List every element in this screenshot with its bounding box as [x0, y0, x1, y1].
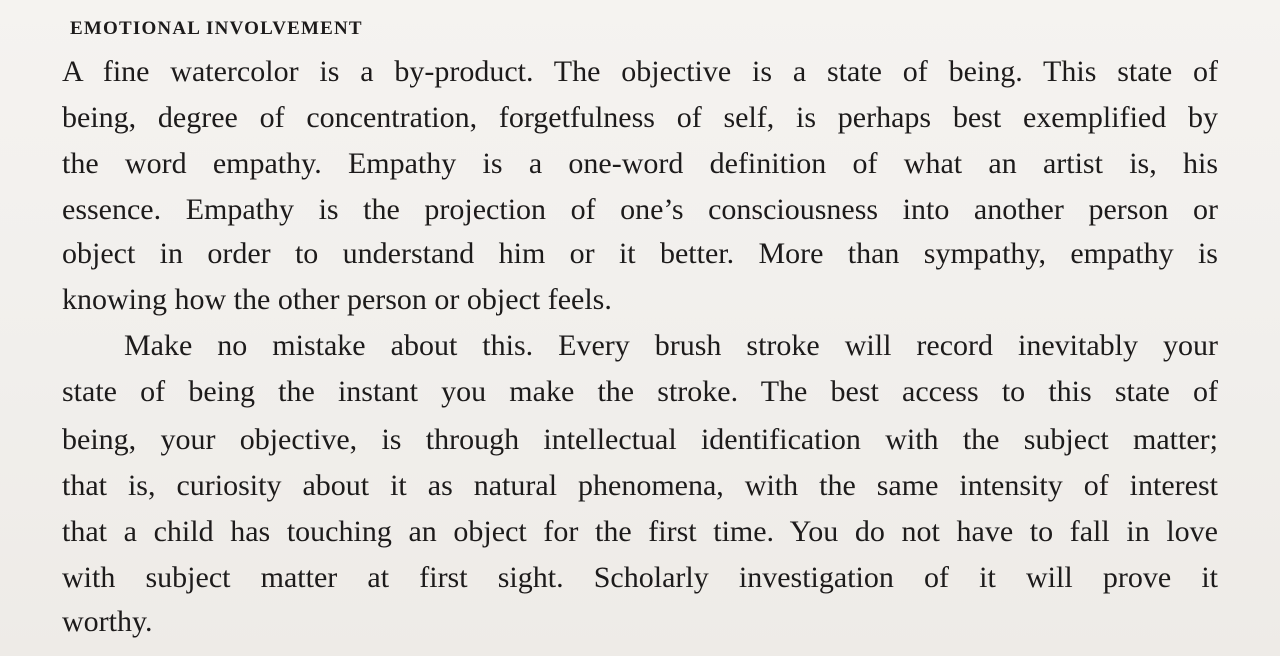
paragraph-2-line-5: that a child has touching an object for the first time. You do not have to fall in love	[62, 515, 1218, 548]
paragraph-1-line-2: being, degree of concentration, forgetfulness of self, is perhaps best exemplified by	[62, 101, 1218, 134]
paragraph-2-line-3: being, your objective, is through intellectual identification with the subject matter;	[62, 423, 1218, 456]
paragraph-1-line-5: object in order to understand him or it better. More than sympathy, empathy is	[62, 237, 1218, 270]
section-heading: EMOTIONAL INVOLVEMENT	[70, 18, 363, 39]
paragraph-1-line-4: essence. Empathy is the projection of one’s consciousness into another person or	[62, 193, 1218, 226]
paragraph-2-line-1: Make no mistake about this. Every brush stroke will record inevitably your	[124, 329, 1218, 362]
paragraph-2-line-7: worthy.	[62, 605, 153, 638]
paragraph-1-line-6: knowing how the other person or object feels.	[62, 283, 612, 316]
paragraph-2-line-4: that is, curiosity about it as natural phenomena, with the same intensity of interest	[62, 469, 1218, 502]
paragraph-1-line-1: A fine watercolor is a by-product. The objective is a state of being. This state of	[62, 55, 1218, 88]
paragraph-2-line-2: state of being the instant you make the stroke. The best access to this state of	[62, 375, 1218, 408]
paragraph-1-line-3: the word empathy. Empathy is a one-word definition of what an artist is, his	[62, 147, 1218, 180]
paragraph-2-line-6: with subject matter at first sight. Scholarly investigation of it will prove it	[62, 561, 1218, 594]
